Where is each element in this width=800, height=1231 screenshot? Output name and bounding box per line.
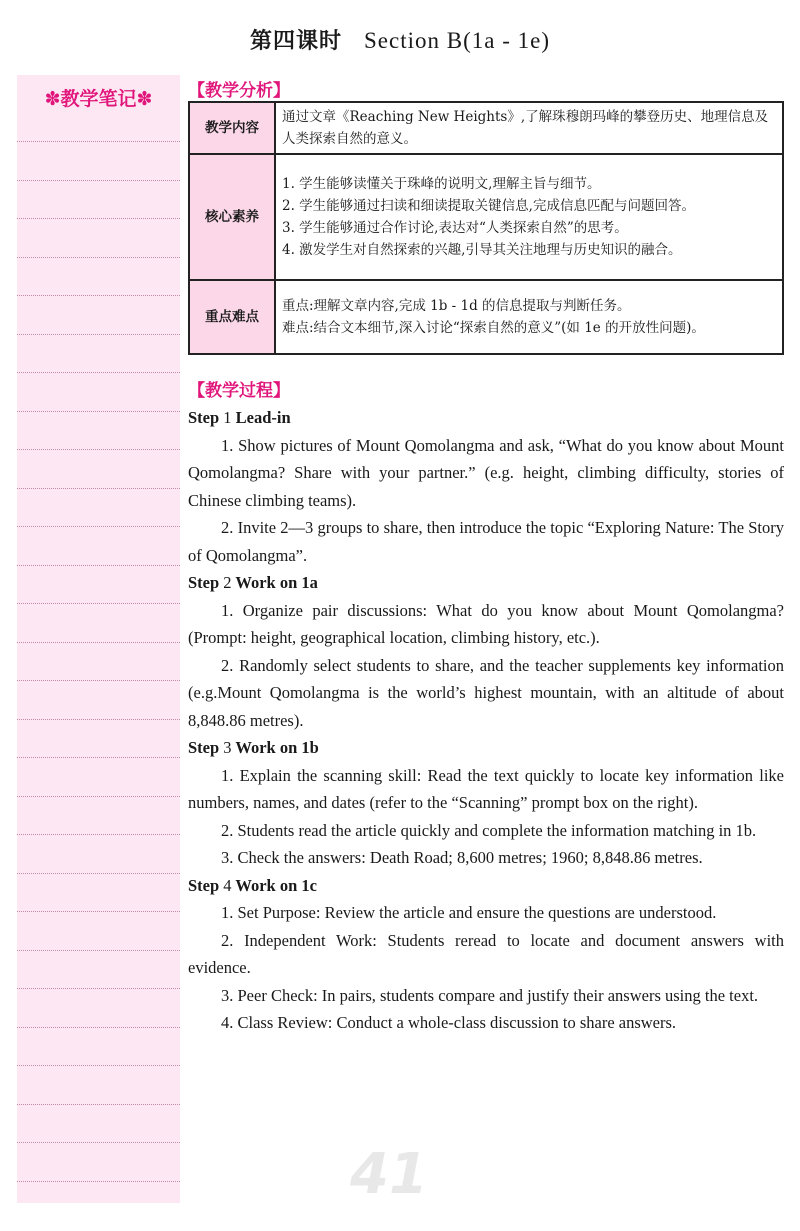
row-content xyxy=(275,154,783,280)
step-item: 1. Show pictures of Mount Qomolangma and ask, “What do you know about Mount Qomolangma? Share with your partner.” (e.g. height, climbing difficulty, stories of Chinese climbing teams). xyxy=(188,435,784,510)
step-item: 1. Explain the scanning skill: Read the text quickly to locate key information like numbers, names, and dates (refer to the “Scanning” prompt box on the right). xyxy=(188,765,784,812)
step-item: 2. Independent Work: Students reread to locate and document answers with evidence. xyxy=(188,930,784,977)
table-row xyxy=(189,102,783,154)
content-line: 重点:理解文章内容,完成 1b - 1d 的信息提取与判断任务。 xyxy=(282,298,631,314)
notes-ruled-line xyxy=(17,372,180,373)
step-heading xyxy=(188,872,784,900)
notes-ruled-line xyxy=(17,526,180,527)
step-item: 2. Invite 2—3 groups to share, then introduce the topic “Exploring Nature: The Story of Qomolangma”. xyxy=(188,518,784,565)
notes-ruled-line xyxy=(17,180,180,181)
step-item: 4. Class Review: Conduct a whole-class discussion to share answers. xyxy=(221,1013,677,1032)
lesson-label: 第四课时 xyxy=(250,28,343,54)
notes-ruled-line xyxy=(17,488,180,489)
notes-ruled-line xyxy=(17,680,180,681)
teaching-notes-column xyxy=(17,75,180,1203)
notes-ruled-line xyxy=(17,603,180,604)
section-label: Section B(1a - 1e) xyxy=(364,28,550,53)
notes-ruled-line xyxy=(17,257,180,258)
content-line: 4. 激发学生对自然探索的兴趣,引导其关注地理与历史知识的融合。 xyxy=(282,242,682,258)
notes-ruled-line xyxy=(17,1027,180,1028)
notes-ruled-line xyxy=(17,1104,180,1105)
notes-ruled-line xyxy=(17,141,180,142)
table-row xyxy=(189,154,783,280)
row-label: 重点难点 xyxy=(189,280,275,354)
row-content xyxy=(275,280,783,354)
notes-ruled-line xyxy=(17,449,180,450)
notes-ruled-line xyxy=(17,1181,180,1182)
step-item: 1. Organize pair discussions: What do you know about Mount Qomolangma? (Prompt: height, geographical location, climbing history, etc.). xyxy=(188,600,784,647)
content-line: 难点:结合文本细节,深入讨论“探索自然的意义”(如 1e 的开放性问题)。 xyxy=(282,320,705,336)
page-title xyxy=(0,24,800,55)
content-line: 通过文章《Reaching New Heights》,了解珠穆朗玛峰的攀登历史、地理信息及人类探索自然的意义。 xyxy=(282,109,769,147)
step-number: 3 xyxy=(223,738,232,757)
notes-ruled-line xyxy=(17,218,180,219)
notes-ruled-line xyxy=(17,911,180,912)
row-label: 教学内容 xyxy=(189,102,275,154)
step-title: Lead-in xyxy=(235,408,291,427)
content-line: 2. 学生能够通过扫读和细读提取关键信息,完成信息匹配与问题回答。 xyxy=(282,198,695,214)
step-title: Work on 1c xyxy=(235,875,317,895)
notes-ruled-line xyxy=(17,411,180,412)
notes-ruled-line xyxy=(17,796,180,797)
step-word: Step xyxy=(188,573,220,592)
step-number: 4 xyxy=(223,875,232,895)
step-title: Work on 1a xyxy=(235,573,318,592)
notes-ruled-line xyxy=(17,873,180,874)
step-word: Step xyxy=(188,408,220,427)
step-word: Step xyxy=(188,875,220,895)
step-item: 1. Set Purpose: Review the article and ensure the questions are understood. xyxy=(221,903,717,922)
step-title: Work on 1b xyxy=(235,738,319,757)
notes-ruled-line xyxy=(17,565,180,566)
step-item: 2. Students read the article quickly and complete the information matching in 1b. xyxy=(221,820,757,840)
analysis-heading: 【教学分析】 xyxy=(188,81,290,101)
notes-ruled-line xyxy=(17,295,180,296)
step-heading xyxy=(188,734,784,762)
table-row xyxy=(189,280,783,354)
step-word: Step xyxy=(188,738,220,757)
notes-ruled-line xyxy=(17,1065,180,1066)
page-number: 41 xyxy=(350,1142,428,1207)
notes-ruled-line xyxy=(17,642,180,643)
step-item: 3. Check the answers: Death Road; 8,600 metres; 1960; 8,848.86 metres. xyxy=(221,848,703,867)
notes-title: ✽教学笔记✽ xyxy=(44,88,153,110)
notes-ruled-line xyxy=(17,1142,180,1143)
notes-ruled-line xyxy=(17,334,180,335)
notes-ruled-line xyxy=(17,834,180,835)
step-item: 2. Randomly select students to share, and the teacher supplements key information (e.g.Mount Qomolangma is the world’s highest mountain, with an altitude of about 8,848.86 metres). xyxy=(188,655,784,730)
teaching-process xyxy=(188,404,784,1037)
process-heading: 【教学过程】 xyxy=(188,381,290,401)
content-line: 1. 学生能够读懂关于珠峰的说明文,理解主旨与细节。 xyxy=(282,176,601,192)
step-heading xyxy=(188,404,784,432)
step-number: 2 xyxy=(223,573,232,592)
analysis-table xyxy=(188,101,784,355)
content-line: 3. 学生能够通过合作讨论,表达对“人类探索自然”的思考。 xyxy=(282,220,628,236)
step-heading xyxy=(188,569,784,597)
notes-ruled-line xyxy=(17,988,180,989)
notes-ruled-line xyxy=(17,719,180,720)
step-number: 1 xyxy=(223,408,232,427)
row-content xyxy=(275,102,783,154)
row-label: 核心素养 xyxy=(189,154,275,280)
step-item: 3. Peer Check: In pairs, students compare and justify their answers using the text. xyxy=(221,985,759,1005)
notes-ruled-line xyxy=(17,950,180,951)
notes-ruled-line xyxy=(17,757,180,758)
